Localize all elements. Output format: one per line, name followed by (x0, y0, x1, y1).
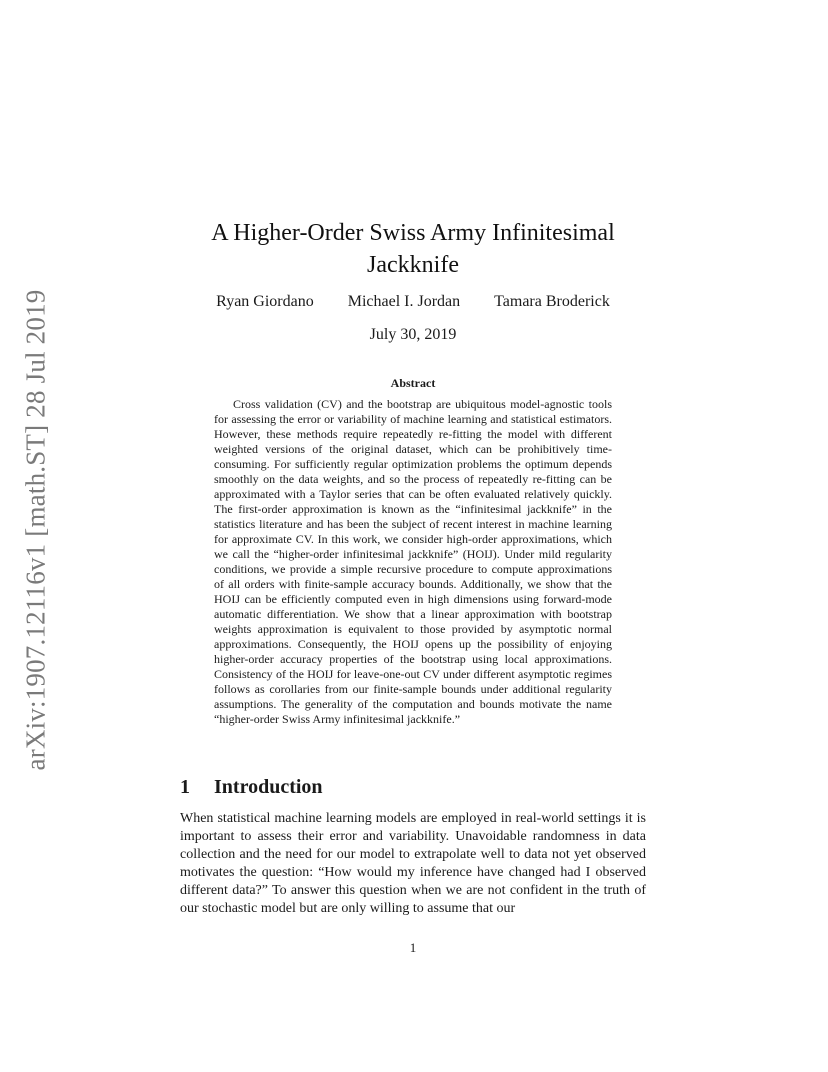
author-list (180, 293, 646, 311)
section-number: 1 (180, 776, 190, 798)
author-name: Ryan Giordano (216, 293, 314, 310)
abstract-heading: Abstract (390, 376, 436, 390)
author-name: Tamara Broderick (494, 293, 610, 310)
arxiv-identifier: arXiv:1907.12116v1 [math.ST] 28 Jul 2019 (20, 289, 51, 771)
section-heading (180, 776, 323, 799)
introduction-paragraph: When statistical machine learning models are employed in real-world settings it is important to assess their error and variability. Unavoidable randomness in data collection and the need for our model to extrapolate well to data not yet observed motivates the question: “How would my inference have changed had I observed different data?” To answer this question when we are not confident in the truth of our stochastic model but are only willing to assume that our (180, 811, 646, 916)
section-title: Introduction (214, 776, 323, 798)
paper-title: A Higher-Order Swiss Army Infinitesimal Jackknife (211, 220, 615, 278)
author-name: Michael I. Jordan (347, 293, 461, 310)
paper-date: July 30, 2019 (369, 326, 457, 343)
abstract-text: Cross validation (CV) and the bootstrap are ubiquitous model-agnostic tools for assessing the error or variability of machine learning and statistical estimators. However, these methods require repeatedly re-fitting the model with different weighted versions of the original dataset, which can be prohibitively time-consuming. For sufficiently regular optimization problems the optimum depends smoothly on the data weights, and so the process of repeatedly re-fitting can be approximated with a Taylor series that can be often evaluated relatively quickly. The first-order approximation is known as the “infinitesimal jackknife” in the statistics literature and has been the subject of recent interest in machine learning for approximate CV. In this work, we consider high-order approximations, which we call the “higher-order infinitesimal jackknife” (HOIJ). Under mild regularity conditions, we provide a simple recursive procedure to compute approximations of all orders with finite-sample accuracy bounds. Additionally, we show that the HOIJ can be efficiently computed even in high dimensions using forward-mode automatic differentiation. We show that a linear approximation with bootstrap weights approximation is equivalent to those provided by asymptotic normal approximations. Consequently, the HOIJ opens up the possibility of enjoying higher-order accuracy properties of the bootstrap using local approximations. Consistency of the HOIJ for leave-one-out CV under different asymptotic regimes follows as corollaries from our finite-sample bounds under additional regularity assumptions. The generality of the computation and bounds motivate the name “higher-order Swiss Army infinitesimal jackknife.” (214, 397, 612, 726)
page-number: 1 (409, 940, 417, 955)
